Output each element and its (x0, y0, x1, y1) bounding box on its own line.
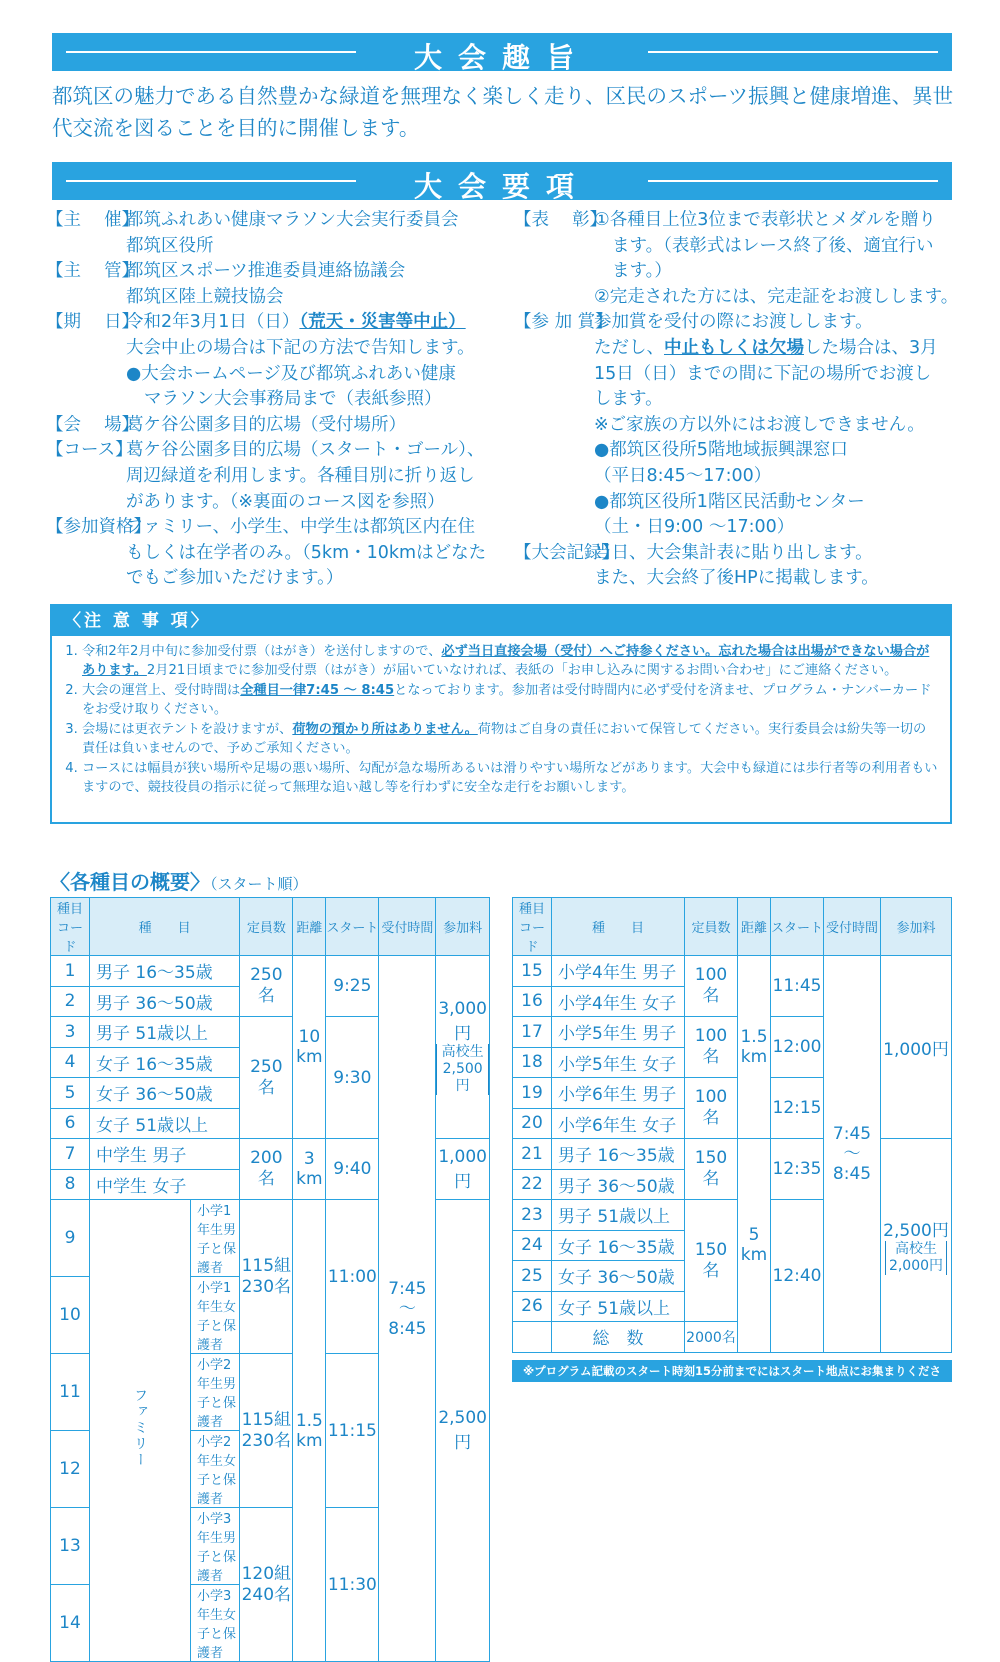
label-award: 【表 彰】 (514, 210, 608, 230)
organizer-1: 都筑区スポーツ推進委員連絡協議会 (126, 261, 406, 282)
overview-title: 〈各種目の概要〉（スタート順） (50, 870, 308, 894)
date-value: 令和2年3月1日（日） (126, 312, 300, 333)
table-row: 13 小学3年生男子と保護者 120組 240名 11:30 (51, 1508, 490, 1585)
award-1: ①各種目上位3位まで表彰状とメダルを贈り (594, 210, 936, 230)
table-row: 8 中学生 女子 (51, 1169, 490, 1200)
purpose-banner (52, 33, 952, 74)
note-4: 4. コースには幅員が狭い場所や足場の悪い場所、勾配が急な場所あるいは滑りやすい場所などがあります。大会中も緑道には歩行者等の利用者もいますので、競技役員の指示に従って無理な追い越し等を行わずに安全な走行をお願いします。 (82, 759, 938, 797)
award-2: ます。（表彰式はレース終了後、適宜行い (612, 235, 934, 256)
table-row: 22 男子 36～50歳 (513, 1169, 952, 1200)
date-2: 大会中止の場合は下記の方法で告知します。 (126, 337, 475, 358)
label-venue: 【会 場】 (46, 414, 140, 435)
table-row: 25 女子 36～50歳 (513, 1261, 952, 1292)
table-row: 19 小学6年生 男子 100 名 12:15 (513, 1078, 952, 1109)
award-3: ます。） (612, 261, 672, 282)
label-course: 【コース】 (46, 440, 133, 461)
table-total-row: 総 数 2000名 (513, 1322, 952, 1353)
table-row: 18 小学5年生 女子 (513, 1047, 952, 1078)
notes-box (50, 604, 952, 824)
table-row: 15 小学4年生 男子 100 名 1.5 km 11:45 7:45 ～ 8:45 1,000円 (513, 956, 952, 987)
prize-2b: 中止もしくは欠場 (664, 337, 804, 358)
label-eligibility: 【参加資格】 (46, 517, 151, 538)
label-organizer: 【主 管】 (46, 261, 140, 282)
date-3: ●大会ホームページ及び都筑ふれあい健康 (126, 363, 456, 384)
prize-7: （平日8:45～17:00） (594, 465, 772, 486)
organizer-2: 都筑区陸上競技協会 (126, 286, 284, 307)
prize-6: ●都筑区役所5階地域振興課窓口 (594, 440, 848, 461)
guideline-banner-title: 大会要項 (413, 170, 590, 203)
prize-1: 参加賞を受付の際にお渡しします。 (594, 312, 873, 333)
table-row: 3 男子 51歳以上 250 名 9:30 (51, 1017, 490, 1048)
date-cancel-note: （荒天・災害等中止） (299, 312, 466, 333)
start-time-footnote: ※プログラム記載のスタート時刻15分前までにはスタート地点にお集まりください。 (512, 1360, 952, 1382)
table-row: 11 小学2年生男子と保護者 115組 230名 11:15 (51, 1354, 490, 1431)
prize-9: （土・日9:00 ～17:00） (594, 517, 795, 538)
table-row: 14 小学3年生女子と保護者 (51, 1585, 490, 1662)
table-row: 23 男子 51歳以上 150 名 12:40 (513, 1200, 952, 1231)
guideline-banner (52, 162, 952, 203)
table-row: 2 男子 36～50歳 (51, 986, 490, 1017)
purpose-banner-title: 大会趣旨 (413, 41, 590, 74)
table-row: 12 小学2年生女子と保護者 (51, 1431, 490, 1508)
table-row: 1 男子 16～35歳 250 名 10 km 9:25 7:45 ～ 8:45 3,000円 高校生 2,500円 (51, 956, 490, 987)
table-row: 10 小学1年生女子と保護者 (51, 1277, 490, 1354)
table-row: 26 女子 51歳以上 (513, 1291, 952, 1322)
prize-3: 15日（日）までの間に下記の場所でお渡し (594, 363, 932, 384)
table-row: 6 女子 51歳以上 (51, 1108, 490, 1139)
eligibility-2: もしくは在学者のみ。（5km・10kmはどなた (126, 542, 487, 563)
prize-8: ●都筑区役所1階区民活動センター (594, 491, 865, 512)
table-row: 5 女子 36～50歳 (51, 1078, 490, 1109)
prize-4: します。 (594, 389, 663, 410)
table-row: 9 ファミリー 小学1年生男子と保護者 115組 230名 1.5 km 11:00 2,500円 (51, 1200, 490, 1277)
course-3: があります。（※裏面のコース図を参照） (126, 491, 445, 512)
host-1: 都筑ふれあい健康マラソン大会実行委員会 (126, 210, 459, 230)
host-2: 都筑区役所 (126, 235, 214, 256)
record-1: 当日、大会集計表に貼り出します。 (594, 542, 873, 563)
note-1: 1. 令和2年2月中旬に参加受付票（はがき）を送付しますので、必ず当日直接会場（受付）へご持参ください。忘れた場合は出場ができない場合があります。2月21日頃までに参加受付票（はがき）が届いていなければ、表紙の「お申し込みに関するお問い合わせ」にご連絡ください。 (82, 642, 938, 680)
purpose-text: 都筑区の魅力である自然豊かな緑道を無理なく楽しく走り、区民のスポーツ振興と健康増進、異世代交流を図ることを目的に開催します。 (52, 84, 954, 140)
note-3: 3. 会場には更衣テントを設けますが、荷物の預かり所はありません。荷物はご自身の責任において保管してください。実行委員会は紛失等一切の責任は負いませんので、予めご承知ください。 (82, 720, 938, 758)
label-host: 【主 催】 (46, 210, 140, 230)
note-2: 2. 大会の運営上、受付時間は全種目一律7:45 ～ 8:45となっております。参加者は受付時間内に必ず受付を済ませ、プログラム・ナンバーカードをお受け取りください。 (82, 681, 938, 719)
award-4: ②完走された方には、完走証をお渡しします。 (594, 286, 959, 307)
record-2: また、大会終了後HPに掲載します。 (594, 568, 879, 589)
label-prize: 【参 加 賞】 (514, 312, 613, 333)
table-row: 21 男子 16～35歳 150 名 5 km 12:35 2,500円 高校生 2,000円 (513, 1139, 952, 1170)
eligibility-1: ファミリー、小学生、中学生は都筑区内在住 (126, 517, 475, 538)
prize-2a: ただし、 (594, 337, 664, 358)
notes-title: 〈注 意 事 項〉 (52, 606, 950, 636)
label-record: 【大会記録】 (514, 542, 619, 563)
table-row: 24 女子 16～35歳 (513, 1230, 952, 1261)
table-row: 4 女子 16～35歳 (51, 1047, 490, 1078)
course-1: 葛ケ谷公園多目的広場（スタート・ゴール）、 (126, 440, 485, 461)
guideline-left (46, 208, 506, 592)
course-2: 周辺緑道を利用します。各種目別に折り返し (126, 465, 475, 486)
eligibility-3: でもご参加いただけます。） (126, 568, 344, 589)
events-table-left: 種目 コード 種 目 定員数 距離 スタート 受付時間 参加料 1 男子 16～35歳 250 名 10 km 9:25 7:45 ～ 8:45 3,000円 高校生 2,500円 2 男子 36～50歳 3 男子 51歳以上 250 名 9:30 4 女子 16～35歳 5 女子 36～50歳 6 女子 51歳以上 7 中学生 男子 200 名 3 km 9:40 1,000円 8 中学生 女子 9 ファミリー 小学1年生男子と保護者 115組 230名 1.5 km 11:00 2,500円 10 小学1年生女子と保護者 11 小学2年生男子と保護者 115組 230名 11:15 12 小学2年生女子と保護者 13 小学3年生男子と保護者 120組 240名 11:30 14 小学3年生女子と保護者 (50, 897, 490, 1662)
prize-5: ※ご家族の方以外にはお渡しできません。 (594, 414, 925, 435)
date-4: マラソン大会事務局まで（表紙参照） (144, 389, 442, 410)
table-row: 7 中学生 男子 200 名 3 km 9:40 1,000円 (51, 1139, 490, 1170)
events-table-right: 種目 コード 種 目 定員数 距離 スタート 受付時間 参加料 15 小学4年生 男子 100 名 1.5 km 11:45 7:45 ～ 8:45 1,000円 16 小学4年生 女子 17 小学5年生 男子 100 名 12:00 18 小学5年生 女子 19 小学6年生 男子 100 名 12:15 20 小学6年生 女子 21 男子 16～35歳 150 名 5 km 12:35 2,500円 高校生 2,000円 22 男子 36～50歳 23 男子 51歳以上 150 名 12:40 24 女子 16～35歳 25 女子 36～50歳 26 女子 51歳以上 総 数 2000名 (512, 897, 952, 1353)
table-row: 20 小学6年生 女子 (513, 1108, 952, 1139)
guideline-right (514, 208, 964, 592)
label-date: 【期 日】 (46, 312, 140, 333)
venue: 葛ケ谷公園多目的広場（受付場所） (126, 414, 406, 435)
table-row: 17 小学5年生 男子 100 名 12:00 (513, 1017, 952, 1048)
prize-2c: した場合は、3月 (804, 337, 938, 358)
overview-subtitle: （スタート順） (210, 875, 308, 893)
family-label: ファミリー (132, 1388, 148, 1468)
table-row: 16 小学4年生 女子 (513, 986, 952, 1017)
